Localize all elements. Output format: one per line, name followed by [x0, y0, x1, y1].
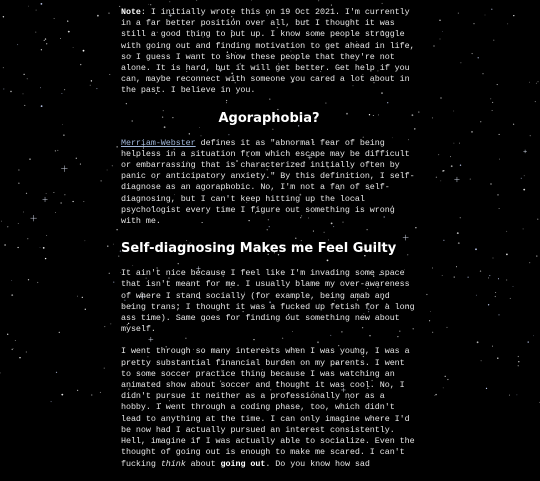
- star: [113, 244, 114, 245]
- star: [523, 228, 524, 229]
- star: [529, 82, 530, 83]
- star: [453, 111, 454, 112]
- star: [498, 278, 499, 279]
- star: [506, 280, 507, 281]
- star: [506, 231, 507, 232]
- star: [62, 124, 63, 125]
- star: [440, 97, 441, 98]
- star: [18, 169, 19, 170]
- star: [440, 39, 441, 40]
- star: [457, 232, 459, 234]
- star: [23, 212, 24, 213]
- star: [41, 49, 42, 50]
- star: [3, 67, 4, 68]
- star: [83, 201, 84, 202]
- star: [432, 117, 433, 118]
- note-text: : I initially wrote this on 19 Oct 2021. I'm currently in a far better position over all, but I thought it was still a good thing to put up. I know some people struggle with going out and finding motivation to get ahead in life, so I guess I want to show these people that they're not alone. It is hard, but it will get better. Get help if you can, maybe reconnect with someone you cared a lot about in the past. I believe in you.: [121, 7, 415, 95]
- star: [29, 158, 30, 159]
- star: [60, 202, 61, 203]
- star: [495, 296, 496, 297]
- star: [453, 143, 454, 144]
- star: [513, 124, 514, 125]
- star: [443, 170, 444, 171]
- think-emphasis: think: [161, 459, 186, 469]
- star: [40, 247, 41, 248]
- star: [57, 150, 58, 151]
- star: [485, 15, 486, 16]
- star: [4, 244, 6, 246]
- star: [438, 154, 439, 155]
- star: [17, 44, 18, 45]
- star: [11, 294, 13, 296]
- star: [492, 346, 493, 347]
- star: [442, 275, 443, 276]
- star: [493, 258, 494, 259]
- star: [486, 388, 487, 389]
- star: [101, 180, 102, 181]
- note-paragraph: [121, 7, 417, 97]
- star: [3, 16, 4, 17]
- star: [426, 294, 427, 295]
- star: [68, 31, 70, 33]
- star: [523, 189, 525, 191]
- star: [91, 394, 92, 395]
- star: [506, 254, 508, 256]
- star: [41, 3, 43, 5]
- star: [435, 394, 436, 395]
- star: [28, 6, 29, 7]
- star: [85, 309, 86, 310]
- star: [521, 178, 522, 179]
- star: [476, 295, 477, 296]
- sparkle-star: [454, 177, 459, 182]
- star: [104, 326, 105, 327]
- star: [454, 277, 455, 278]
- star: [493, 40, 494, 41]
- star: [382, 3, 383, 4]
- note-label: Note: [121, 7, 141, 17]
- star: [440, 181, 441, 182]
- interests-text-middle: about: [186, 459, 221, 469]
- star: [46, 43, 47, 44]
- star: [488, 304, 489, 305]
- star: [15, 340, 16, 341]
- star: [150, 4, 151, 5]
- star: [530, 135, 531, 136]
- star: [117, 146, 118, 147]
- star: [251, 0, 252, 1]
- star: [61, 93, 62, 94]
- star: [439, 20, 440, 21]
- star: [533, 335, 534, 336]
- star: [23, 94, 24, 95]
- star: [468, 277, 469, 278]
- definition-text: defines it as "abnormal fear of being helpless in a situation from which escape may be difficult or embarrassing that is characterized initially often by panic or anticipatory anxiety." By this definition, I self-diagnose as an agoraphobic. No, I'm not a fan of self-diagnosing, but I can't keep hitting up the local psychologist every time I figure out something is wrong with me.: [121, 138, 415, 226]
- star: [460, 62, 461, 63]
- star: [443, 388, 444, 389]
- star: [318, 0, 319, 1]
- star: [475, 248, 477, 250]
- star: [46, 235, 47, 236]
- star: [497, 358, 498, 359]
- star: [537, 219, 538, 220]
- star: [3, 88, 4, 89]
- star: [432, 332, 433, 333]
- sparkle-star: [31, 215, 37, 221]
- star: [518, 361, 519, 362]
- star: [460, 217, 461, 218]
- star: [473, 23, 474, 24]
- star: [497, 84, 498, 85]
- star: [470, 179, 471, 180]
- star: [37, 282, 38, 283]
- star: [536, 83, 537, 84]
- star: [90, 85, 91, 86]
- star: [96, 88, 97, 89]
- star: [24, 105, 25, 106]
- star: [104, 368, 105, 369]
- star: [433, 45, 434, 46]
- star: [528, 341, 529, 342]
- star: [85, 240, 86, 241]
- star: [18, 183, 19, 184]
- going-out-bold: going out: [221, 459, 266, 469]
- star: [434, 395, 435, 396]
- star: [73, 47, 74, 48]
- star: [478, 57, 479, 58]
- star: [72, 201, 73, 202]
- star: [19, 357, 20, 358]
- star: [64, 194, 65, 195]
- star: [51, 401, 52, 402]
- star: [430, 311, 431, 312]
- star: [35, 32, 36, 33]
- star: [77, 390, 78, 391]
- star: [55, 212, 56, 213]
- star: [492, 110, 493, 111]
- star: [110, 323, 111, 324]
- star: [169, 1, 170, 2]
- star: [53, 192, 54, 193]
- guilt-paragraph: It ain't nice because I feel like I'm invading some space that isn't meant for me. I usually blame my over-awareness of where I stand socially (for example, being amab and being trans; I thought it was a fucked up fetish for a long ass time). Same goes for finding out something new about myself.: [121, 268, 417, 335]
- heading-self-diagnosing: Self-diagnosing Makes me Feel Guilty: [121, 241, 417, 256]
- star: [116, 229, 117, 230]
- star: [518, 365, 519, 366]
- star: [61, 394, 63, 396]
- star: [107, 245, 108, 246]
- star: [80, 64, 81, 65]
- star: [445, 376, 446, 377]
- interests-paragraph: [121, 346, 417, 469]
- interests-text-start: I went through so many interests when I was young, I was a pretty substantial financial burden on my parents. I went to some soccer practice thing because I was watching an animated show about soccer and thought it was cool. No, I didn't pursue it neither as a professionally nor as a hobby. I went through a coding phase, too, which didn't lead to anything at the time. I can only imagine where I'd be now had I actually pursued an interest consistently. Hell, imagine if I was actually able to socialize. Even the thought of going out is enough to make me scared. I can't fucking: [121, 346, 415, 468]
- star: [56, 372, 57, 373]
- star: [517, 395, 518, 396]
- star: [481, 360, 482, 361]
- star: [442, 31, 443, 32]
- star: [26, 193, 27, 194]
- star: [450, 156, 451, 157]
- star: [109, 74, 110, 75]
- star: [44, 40, 45, 41]
- star: [495, 292, 496, 293]
- star: [43, 247, 45, 249]
- star: [28, 279, 29, 280]
- star: [436, 177, 437, 178]
- star: [77, 296, 78, 297]
- star: [100, 392, 101, 393]
- heading-agoraphobia: Agoraphobia?: [121, 111, 417, 126]
- star: [17, 247, 18, 248]
- star: [13, 348, 14, 349]
- star: [82, 297, 83, 298]
- star: [497, 194, 498, 195]
- star: [108, 13, 109, 14]
- star: [524, 175, 525, 176]
- star: [118, 256, 119, 257]
- star: [27, 78, 28, 79]
- star: [67, 20, 68, 21]
- star: [509, 395, 510, 396]
- sparkle-star: [523, 150, 526, 153]
- star: [196, 0, 197, 1]
- star: [27, 238, 28, 239]
- star: [518, 356, 519, 357]
- star: [40, 87, 41, 88]
- star: [54, 18, 55, 19]
- star: [36, 10, 37, 11]
- interests-text-end: . Do you know how sad: [265, 459, 370, 469]
- star: [107, 170, 108, 171]
- star: [499, 159, 500, 160]
- star: [10, 91, 11, 92]
- star: [471, 131, 472, 132]
- star: [7, 226, 8, 227]
- star: [499, 208, 500, 209]
- star: [91, 80, 92, 81]
- star: [26, 351, 27, 352]
- article-body: [121, 7, 417, 481]
- star: [443, 240, 444, 241]
- star: [490, 183, 491, 184]
- star: [46, 193, 47, 194]
- star: [447, 379, 448, 380]
- star: [458, 242, 460, 244]
- star: [492, 102, 493, 103]
- star: [489, 275, 490, 276]
- star: [499, 314, 500, 315]
- star: [529, 262, 530, 263]
- star: [113, 281, 114, 282]
- star: [477, 341, 479, 343]
- star: [64, 89, 65, 90]
- sparkle-star: [43, 197, 48, 202]
- star: [60, 38, 61, 39]
- star: [18, 223, 19, 224]
- star: [535, 101, 536, 102]
- star: [7, 334, 8, 335]
- star: [63, 134, 64, 135]
- star: [451, 165, 453, 167]
- star: [458, 13, 459, 14]
- star: [456, 266, 457, 267]
- star: [483, 73, 484, 74]
- star: [45, 258, 46, 259]
- star: [1, 221, 2, 222]
- star: [491, 9, 492, 10]
- star: [488, 277, 489, 278]
- star: [537, 81, 538, 82]
- star: [459, 143, 460, 144]
- merriam-webster-link[interactable]: Merriam-Webster: [121, 138, 196, 148]
- star: [97, 15, 99, 17]
- star: [55, 150, 56, 151]
- sparkle-star: [61, 166, 67, 172]
- star: [510, 298, 511, 299]
- star: [112, 165, 113, 166]
- star: [432, 268, 433, 269]
- star: [513, 15, 514, 16]
- star: [460, 165, 461, 166]
- definition-paragraph: [121, 138, 417, 228]
- star: [83, 50, 85, 52]
- star: [76, 158, 77, 159]
- star: [513, 286, 514, 287]
- star: [480, 121, 481, 122]
- star: [59, 332, 60, 333]
- star: [331, 5, 332, 6]
- star: [45, 38, 46, 39]
- star: [109, 273, 110, 274]
- star: [11, 280, 12, 281]
- star: [480, 270, 481, 271]
- star: [507, 23, 508, 24]
- star: [490, 99, 491, 100]
- star: [148, 4, 149, 5]
- star: [536, 255, 537, 256]
- star: [24, 74, 25, 75]
- star: [447, 327, 448, 328]
- star: [41, 105, 43, 107]
- star: [472, 53, 473, 54]
- star: [12, 349, 13, 350]
- star: [418, 111, 419, 112]
- star: [499, 134, 500, 135]
- star: [80, 164, 81, 165]
- star: [429, 320, 430, 321]
